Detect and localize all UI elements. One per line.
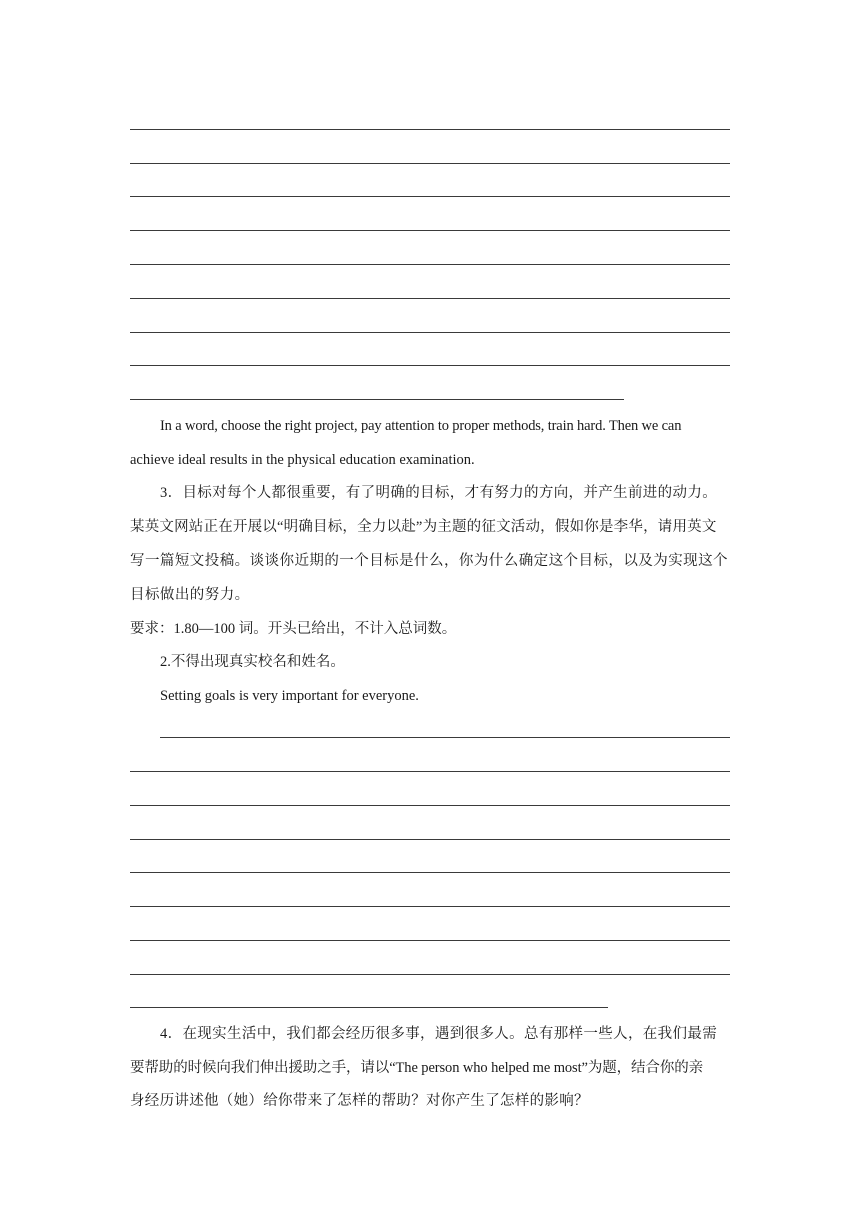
writing-line[interactable]	[130, 163, 730, 164]
q4-prompt-line-1: 4．在现实生活中，我们都会经历很多事，遇到很多人。总有那样一些人，在我们最需	[160, 1026, 718, 1042]
writing-line[interactable]	[130, 940, 730, 941]
closing-line-2: achieve ideal results in the physical education examination.	[130, 452, 475, 468]
writing-line-indented[interactable]	[160, 737, 730, 738]
q3-prompt-line-3: 写一篇短文投稿。谈谈你近期的一个目标是什么，你为什么确定这个目标，以及为实现这个	[130, 553, 728, 569]
writing-line[interactable]	[130, 332, 730, 333]
q3-opening-sentence: Setting goals is very important for everyone.	[160, 688, 419, 704]
writing-line[interactable]	[130, 298, 730, 299]
writing-line[interactable]	[130, 264, 730, 265]
q3-requirement-2: 2.不得出现真实校名和姓名。	[160, 654, 345, 670]
q3-prompt-line-4: 目标做出的努力。	[130, 587, 250, 603]
writing-line[interactable]	[130, 771, 730, 772]
closing-line-1: In a word, choose the right project, pay attention to proper methods, train hard. Then we can	[160, 418, 682, 434]
writing-line[interactable]	[130, 906, 730, 907]
q3-prompt-line-1: 3．目标对每个人都很重要，有了明确的目标，才有努力的方向，并产生前进的动力。	[160, 485, 718, 501]
writing-line[interactable]	[130, 365, 730, 366]
writing-line[interactable]	[130, 230, 730, 231]
writing-line[interactable]	[130, 129, 730, 130]
writing-line[interactable]	[130, 872, 730, 873]
q3-prompt-line-2: 某英文网站正在开展以“明确目标，全力以赴”为主题的征文活动，假如你是李华，请用英文	[130, 519, 717, 535]
q3-requirement-1: 要求：1.80—100 词。开头已给出，不计入总词数。	[130, 621, 457, 637]
writing-line[interactable]	[130, 974, 730, 975]
writing-line[interactable]	[130, 805, 730, 806]
writing-line-short[interactable]	[130, 1007, 608, 1008]
q4-prompt-line-3: 身经历讲述他（她）给你带来了怎样的帮助？对你产生了怎样的影响？	[130, 1093, 589, 1109]
q4-prompt-line-2: 要帮助的时候向我们伸出援助之手，请以“The person who helped me most”为题，结合你的亲	[130, 1060, 704, 1076]
writing-line-short[interactable]	[130, 399, 624, 400]
writing-line[interactable]	[130, 839, 730, 840]
writing-line[interactable]	[130, 196, 730, 197]
